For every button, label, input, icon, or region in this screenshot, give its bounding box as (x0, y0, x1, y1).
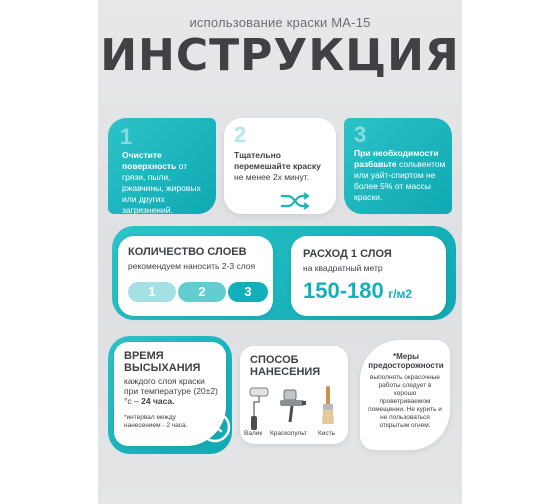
consumption-subtitle: на квадратный метр (303, 263, 383, 273)
step-1-text (122, 150, 212, 216)
spray-gun-icon (278, 388, 308, 428)
drying-text-main: каждого слоя краски при температуре (20±2)°c – (124, 376, 218, 406)
layer-option-1: 1 (128, 282, 176, 302)
tool-label-roller: Валик (244, 430, 263, 437)
layers-title: КОЛИЧЕСТВО СЛОЕВ (128, 246, 247, 258)
consumption-card (291, 236, 446, 316)
step-3-card (344, 118, 452, 214)
roller-icon (244, 386, 270, 432)
consumption-title: РАСХОД 1 СЛОЯ (303, 248, 392, 260)
layers-text: рекомендуем наносить 2-3 слоя (128, 261, 256, 271)
precautions-card (360, 340, 450, 450)
method-title: СПОСОБ НАНЕСЕНИЯ (250, 354, 321, 378)
instruction-poster (98, 0, 462, 504)
brush-icon (318, 384, 338, 428)
poster-title: ИНСТРУКЦИЯ (100, 30, 460, 81)
drying-text (124, 376, 220, 406)
clock-icon (198, 410, 232, 444)
step-1-card (108, 118, 216, 214)
drying-text-bold: 24 часа. (141, 396, 175, 406)
layers-card (118, 236, 273, 316)
step-3-bold: При необходимости разбавьте (354, 148, 439, 169)
consumption-value: 150-180 (303, 278, 384, 303)
step-3-text (354, 148, 448, 203)
step-1-rest: от грязи, пыли, ржавчины, жировых или других загрязнений. (122, 161, 201, 215)
step-1-number: 1 (120, 124, 133, 149)
layer-option-3: 3 (228, 282, 268, 302)
step-2-card (224, 118, 336, 214)
step-2-text (234, 150, 330, 183)
consumption-unit: г/м2 (388, 287, 413, 301)
layer-option-2: 2 (178, 282, 226, 302)
step-2-bold: Тщательно перемешайте краску (234, 150, 321, 171)
precautions-text: выполнять окрасочные работы следует в хорошо проветриваемом помещении. Не курить и не пользоваться открытым огнем. (368, 374, 442, 429)
shuffle-icon (280, 192, 310, 210)
step-1-bold: Очистите поверхность (122, 150, 177, 171)
step-2-number: 2 (234, 122, 247, 147)
precautions-title: *Меры предосторожности (368, 352, 444, 370)
step-3-rest: сольвентом или уайт-спиртом не более 5% от массы краски. (354, 159, 446, 202)
poster-subtitle: использование краски МА-15 (189, 15, 371, 30)
tool-label-spray-gun: Краскопульт (270, 430, 308, 437)
consumption-value-line (303, 278, 412, 304)
drying-title: ВРЕМЯ ВЫСЫХАНИЯ (124, 350, 201, 374)
method-card (240, 346, 348, 444)
drying-note: *интервал между нанесением - 2 часа. (124, 414, 188, 429)
tool-label-brush: Кисть (318, 430, 336, 437)
step-2-rest: не менее 2х минут. (234, 172, 310, 182)
step-3-number: 3 (354, 122, 367, 147)
